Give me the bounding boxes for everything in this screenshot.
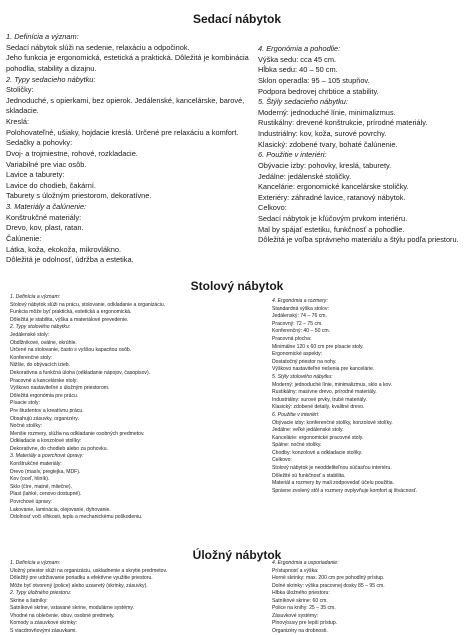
text-line: Zásuvkové systémy: [272,612,319,619]
text-line: Môže byť otvorený (police) alebo uzavretý (skrinky, zásuvky). [10,582,148,589]
stolovy-right-column [272,298,472,495]
text-line: Klasický: zdobené detaily, kvalitné drevo. [272,404,365,411]
section-heading: 4. Ergonómia a rozmery: [272,298,328,304]
text-line: Výška sedu: cca 45 cm. [258,54,337,64]
sedaci-left-column [6,32,254,266]
text-line: Konferenčné stoly: [10,354,53,361]
text-line: Ergonomické aspekty: [272,351,323,358]
text-line: Jedálenské stoly: [10,331,50,338]
text-line: Dôležitá ergonómia pre prácu. [10,392,79,399]
text-line: Lakovanie, laminácia, olejovanie, dyhovanie. [10,506,111,513]
text-line: Výškovo nastaviteľné riešenia pre kancelárie. [272,366,375,373]
text-line: Funkcia môže byť praktická, estetická a ergonomická. [10,309,132,316]
text-line: Drevo (masív, preglejka, MDF). [10,468,81,475]
text-line: Nižšie, do obývacích izieb. [10,362,71,369]
text-line: Materiál a rozmery by mali zodpovedať účelu použitia. [272,480,394,487]
text-line: Taburety s úložným priestorom, dekoratívne. [6,191,152,201]
text-line: Šatníkové skrine: 60 cm. [272,597,328,604]
sedaci-right-column [258,44,472,246]
section-heading: 5. Štýly sedacieho nábytku: [258,97,348,107]
text-line: Jedálne: veľké jedálenské stoly. [272,427,344,434]
text-line: pohodlia, stability a dizajnu. [6,63,97,73]
text-line: Šatníkové skrine, vstavané skrine, modulárne systémy. [10,605,134,612]
section-heading: 2. Typy sedacieho nábytku: [6,74,96,84]
text-line: Nočné stolíky: [10,423,42,430]
section-heading: 4. Ergonómia a pohodlie: [258,44,341,53]
text-line: Dôležitá je odolnosť, údržba a estetika. [6,255,134,265]
text-line: Stolový nábytok je neoddeliteľnou súčasťou interiéru. [272,465,392,472]
text-line: Kreslá: [6,117,30,126]
text-line: Spálne: nočné stolíky. [272,442,322,449]
text-line: Prístupnosť a výška: [272,567,319,574]
text-line: Mal by spájať estetiku, funkčnosť a pohodlie. [258,224,405,234]
text-line: Určené na stolovanie, často s vyššou kapacitou osôb. [10,347,132,354]
text-line: Industriálny: surové prvky, trubé materiály. [272,396,367,403]
text-line: Moderný: jednoduché línie, minimalizmus, sklo a kov. [272,381,392,388]
text-line: Odolnosť voči vlhkosti, teplu a mechanickému poškodeniu. [10,514,143,521]
text-line: Pracovné a kancelárske stoly: [10,377,78,384]
text-line: Plnovýsuvy pre lepší prístup. [272,620,338,627]
text-line: Konštrukčné materiály: [6,212,82,222]
text-line: Dostatočný priestor na nohy. [272,358,337,365]
text-line: S viacdrovňovými zásuvkami. [10,627,77,634]
text-line: Obsahujú zásuvky, organizéry. [10,415,79,422]
text-line: Horné skrinky: max. 200 cm pre pohodlný prístup. [272,575,385,582]
text-line: Konštrukčné materiály: [10,461,62,468]
section-title-stolovy: Stolový nábytok [190,279,284,293]
text-line: Kov (oceľ, hliník). [10,476,50,483]
text-line: Jedálne: jedálenské stoličky. [258,171,352,181]
section-heading: 2. Typy stolového nábytku: [10,324,71,331]
text-line: Dôležité sú funkčnosť a stabilita. [272,472,346,479]
text-line: Štandardná výška stolov: [272,305,329,312]
text-line: Chodby: konzolové a odkladacie stolíky. [272,449,363,456]
text-line: Minimálne 120 x 60 cm pre písacie stoly. [272,343,364,350]
text-line: Kancelárie: ergonomické kancelárske stoličky. [258,182,409,192]
text-line: Látka, koža, ekokoža, mikrovlákno. [6,244,122,254]
text-line: Stoličky: [6,85,34,95]
text-line: Dôležitá je stabilita, výška a materiálové prevedenie. [10,316,129,323]
text-line: Menšie rozmery, slúžia na odkladanie osobných predmetov. [10,430,145,437]
text-line: Police na knihy: 25 – 35 cm. [272,605,336,612]
text-line: Sedačky a pohovky: [6,138,73,148]
section-heading: 5. Štýly stolového nábytku: [272,373,333,380]
text-line: Plast (lahké, cenovo dostupné). [10,491,82,498]
text-line: Čalúnenie: [6,233,42,243]
text-line: Jeho funkcia je ergonomická, estetická a praktická. Dôležitá je kombinácia [6,53,249,63]
text-line: Variabilné pre viac osôb. [6,159,87,169]
text-line: Skrine a šatníky: [10,597,48,604]
text-line: Hĺbka sedu: 40 – 50 cm. [258,65,338,75]
section-heading: 4. Ergonómia a usporiadanie: [272,560,339,566]
text-line: Výškovo nastaviteľné s úložným priestorom. [10,385,110,392]
text-line: Polohovateľné, ušiaky, hojdacie kreslá. Určené pre relaxáciu a komfort. [6,127,239,137]
section-heading: 1. Definícia a význam: [10,560,61,566]
text-line: Písacie stoly: [10,400,41,407]
text-line: Úložný priestor slúži na organizáciu, uskladnenie a skrytie predmetov. [10,567,168,574]
text-line: Obdĺžnikové, oválne, okrúhle. [10,339,77,346]
text-line: Sklon operadla: 95 – 105 stupňov. [258,75,370,85]
text-line: Dôležitý pre udržiavanie poriadku a efektívne využitie priestoru. [10,575,153,582]
section-heading: 6. Použitie v interiéri: [258,150,327,160]
text-line: Drevo, kov, plast, ratan. [6,223,84,233]
text-line: skladacie. [6,106,39,116]
text-line: Rustikálny: masívne drevo, prírodné materiály. [272,389,377,396]
text-line: Sedací nábytok slúži na sedenie, relaxáciu a odpočinok. [6,42,190,52]
text-line: Dekoratívne, do chodieb alebo za pohovku. [10,445,108,452]
text-line: Dôležitá je voľba správneho materiálu a štýlu podľa priestoru. [258,235,459,245]
text-line: Odkladacie a konzolové stolíky: [10,438,82,445]
text-line: Jedálenský: 74 – 76 cm. [272,313,327,320]
text-line: Pre študentov a kreatívnu prácu. [10,407,84,414]
ulozny-right-column [272,560,472,635]
text-line: Vhodné na oblečenie, obuv, osobné predmety. [10,612,115,619]
text-line: Kancelárie: ergonomické pracovné stoly. [272,434,364,441]
section-heading: 2. Typy úložného priestoru: [10,590,72,597]
text-line: Konferenčný: 40 – 50 cm. [272,328,331,335]
section-heading: 3. Materiály a povrchové úpravy: [10,453,84,460]
ulozny-left-column [10,560,254,635]
section-heading: 3. Materiály a čalúnenie: [6,202,87,211]
section-title-sedaci: Sedací nábytok [192,12,282,26]
text-line: Komody a zásuvkové skrinky: [10,620,78,627]
text-line: Správne zvolený stôl a rozmery ovplyvňuje komfort aj štvácnosť. [272,487,418,494]
section-heading: 1. Definícia a význam: [10,294,61,300]
text-line: Sklo (číre, matné, mliečne). [10,483,72,490]
text-line: Pracovný: 72 – 75 cm. [272,320,323,327]
section-heading: 6. Použitie v interiéri: [272,411,320,418]
text-line: Lavice a taburety: [6,170,65,180]
text-line: Podpora bedrovej chrbtice a stability. [258,86,379,96]
text-line: Exteriéry: záhradné lavice, ratanový nábytok. [258,192,406,202]
text-line: Lavice do chodieb, čakární. [6,180,96,190]
text-line: Industriálny: kov, koža, surové povrchy. [258,129,387,138]
text-line: Stolový nábytok slúži na prácu, stolovanie, odkladanie a organizáciu. [10,301,166,308]
text-line: Organizéry na drobnosti. [272,627,328,634]
text-line: Obývacie izby: pohovky, kreslá, taburety. [258,160,392,170]
section-title-ulozny: Úložný nábytok [192,548,282,562]
text-line: Celkovo: [258,203,287,213]
text-line: Dekoratívna a funkčná úloha (odkladanie nápojov, časopisov). [10,369,151,376]
text-line: Klasický: zdobené tvary, bohaté čalúnenie. [258,139,398,149]
text-line: Moderný: jednoduché línie, minimalizmus. [258,107,396,117]
text-line: Dolné skrinky: výška pracovnej dosky 85 – 95 cm. [272,582,385,589]
text-line: Dvoj- a trojmiestne, rohové, rozkladacie. [6,148,138,158]
text-line: Povrchové úpravy: [10,499,53,506]
text-line: Jednoduché, s opierkami, bez opierok. Jedálenské, kancelárske, barové, [6,95,245,105]
text-line: Celkovo: [272,457,292,464]
text-line: Sedací nábytok je kľúčovým prvkom interiéru. [258,214,408,223]
stolovy-left-column [10,294,254,522]
text-line: Obývacie izby: konferenčné stolíky, konzolové stolíky. [272,419,393,426]
text-line: Pracovná plocha: [272,335,312,342]
text-line: Hĺbka úložného priestoru: [272,590,330,597]
section-heading: 1. Definícia a význam: [6,32,79,41]
text-line: Rustikálny: drevené konštrukcie, prírodné materiály. [258,118,428,128]
